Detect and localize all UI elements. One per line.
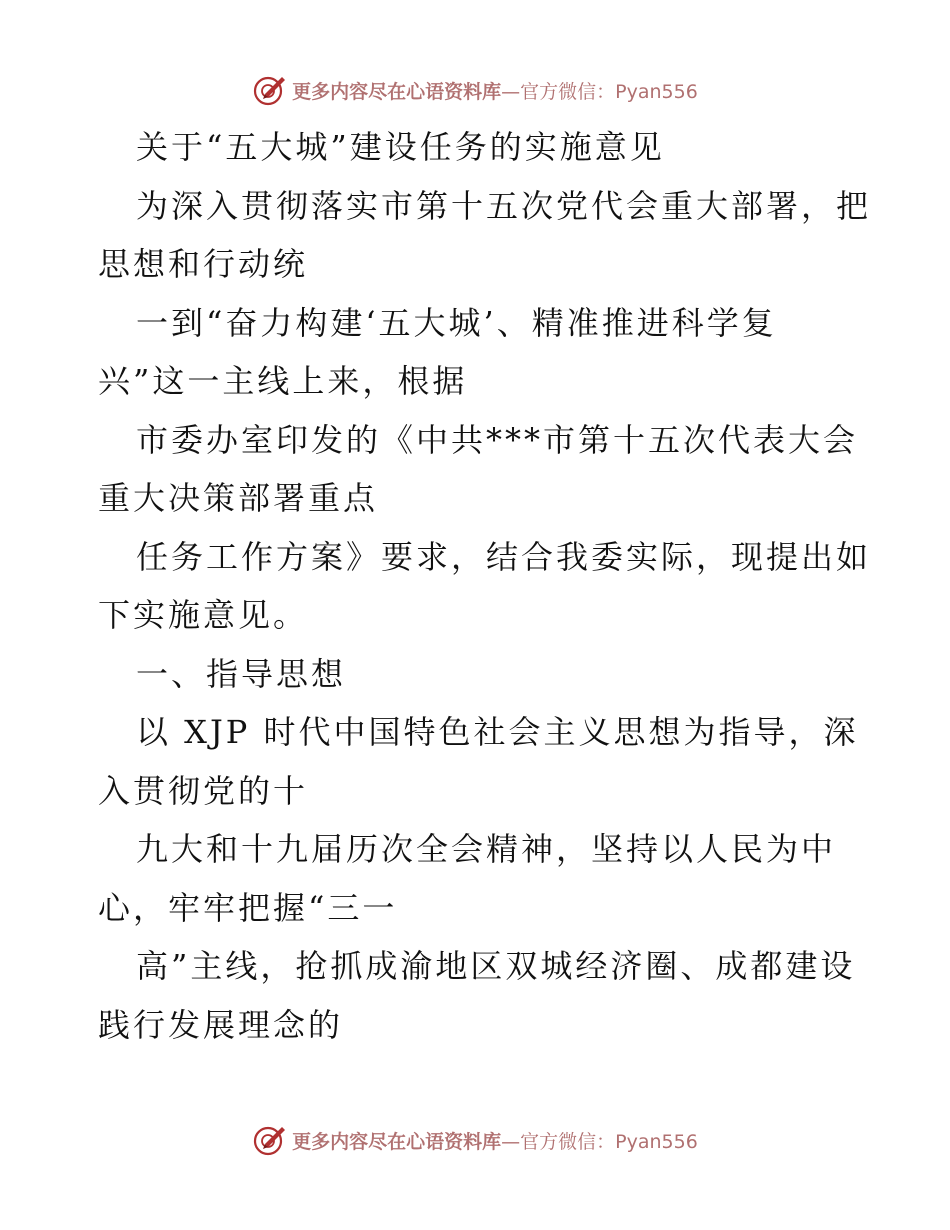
doc-line: 下实施意见。 — [98, 596, 309, 634]
doc-title: 关于“五大城”建设任务的实施意见 — [136, 128, 665, 166]
banner-sub-text: —官方微信：Pyan556 — [501, 1130, 698, 1153]
banner-main-text: 更多内容尽在心语资料库 — [292, 80, 502, 103]
footer-watermark-banner — [0, 1120, 950, 1160]
doc-line: 思想和行动统 — [98, 245, 309, 283]
banner-main-text: 更多内容尽在心语资料库 — [292, 1130, 502, 1153]
doc-line: 重大决策部署重点 — [98, 479, 379, 517]
section-heading: 一、指导思想 — [136, 654, 347, 693]
doc-line: 一到“奋力构建‘五大城’、精准推进科学复 — [136, 303, 777, 342]
pen-circle-icon — [252, 72, 288, 108]
doc-line: 兴”这一主线上来，根据 — [98, 362, 468, 400]
header-watermark-banner — [0, 70, 950, 110]
doc-line: 为深入贯彻落实市第十五次党代会重大部署，把 — [136, 186, 872, 225]
doc-line: 任务工作方案》要求，结合我委实际，现提出如 — [136, 537, 872, 576]
doc-line: 高”主线，抢抓成渝地区双城经济圈、成都建设 — [136, 947, 856, 985]
doc-line: 九大和十九届历次全会精神，坚持以人民为中 — [136, 830, 837, 868]
doc-line: 以 XJP 时代中国特色社会主义思想为指导，深 — [136, 713, 859, 751]
doc-line: 践行发展理念的 — [98, 1005, 344, 1044]
doc-line: 入贯彻党的十 — [98, 771, 309, 810]
pen-circle-icon — [252, 1122, 288, 1158]
document-body — [98, 118, 872, 1054]
banner-sub-text: —官方微信：Pyan556 — [501, 80, 698, 103]
doc-line: 心，牢牢把握“三一 — [98, 888, 398, 927]
doc-line: 市委办室印发的《中共***市第十五次代表大会 — [136, 420, 859, 459]
